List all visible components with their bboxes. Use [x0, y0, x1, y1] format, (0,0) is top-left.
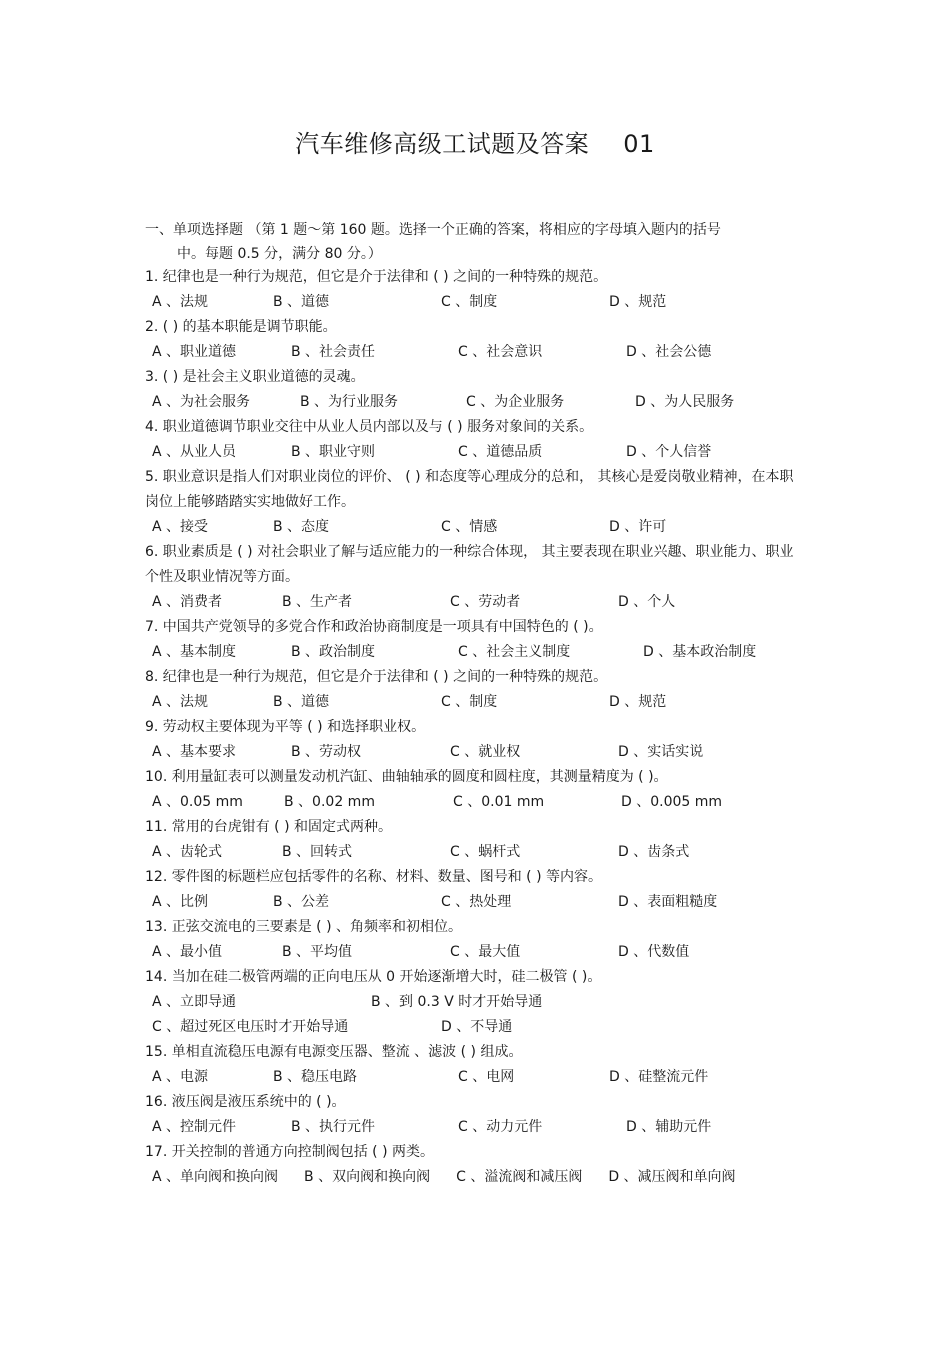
option-b: B 、公差	[273, 894, 330, 910]
option-d: D 、个人	[618, 594, 676, 610]
option-a: A 、基本制度	[152, 644, 237, 660]
option-a: A 、法规	[152, 694, 209, 710]
option-d: D 、个人信誉	[626, 444, 712, 460]
options-row	[145, 740, 805, 765]
section-header	[145, 218, 805, 266]
option-d: D 、减压阀和单向阀	[608, 1169, 736, 1185]
option-b: B 、政治制度	[291, 644, 376, 660]
option-d: D 、表面粗糙度	[618, 894, 718, 910]
option-c: C 、情感	[441, 519, 498, 535]
question: 11. 常用的台虎钳有 ( ) 和固定式两种。	[145, 819, 392, 835]
question: 1. 纪律也是一种行为规范，但它是介于法律和 ( ) 之间的一种特殊的规范。	[145, 269, 608, 285]
question: 13. 正弦交流电的三要素是 ( ) 、角频率和初相位。	[145, 919, 462, 935]
option-a: A 、立即导通	[152, 994, 237, 1010]
option-c: C 、0.01 mm	[453, 794, 545, 810]
options-row	[145, 940, 805, 965]
option-b: B 、到 0.3 V 时才开始导通	[371, 994, 543, 1010]
option-a: A 、电源	[152, 1069, 209, 1085]
option-a: A 、法规	[152, 294, 209, 310]
option-d: D 、辅助元件	[626, 1119, 712, 1135]
question: 5. 职业意识是指人们对职业岗位的评价、 ( ) 和态度等心理成分的总和， 其核心是爱岗敬业精神，在本职岗位上能够踏踏实实地做好工作。	[145, 469, 794, 510]
option-c: C 、制度	[441, 694, 498, 710]
option-d: D 、为人民服务	[635, 394, 735, 410]
option-a: A 、基本要求	[152, 744, 237, 760]
options-row	[145, 590, 805, 615]
option-d: D 、实话实说	[618, 744, 704, 760]
option-b: B 、平均值	[282, 944, 353, 960]
option-a: A 、0.05 mm	[152, 794, 243, 810]
option-d: D 、社会公德	[626, 344, 712, 360]
question: 12. 零件图的标题栏应包括零件的名称、材料、数量、图号和 ( ) 等内容。	[145, 869, 602, 885]
options-row	[145, 1165, 805, 1190]
question: 8. 纪律也是一种行为规范，但它是介于法律和 ( ) 之间的一种特殊的规范。	[145, 669, 608, 685]
option-d: D 、不导通	[441, 1019, 513, 1035]
title-number: 01	[623, 130, 655, 158]
options-row	[145, 515, 805, 540]
options-row	[145, 790, 805, 815]
options-row	[145, 1115, 805, 1140]
option-a: A 、齿轮式	[152, 844, 223, 860]
option-c: C 、道德品质	[458, 444, 543, 460]
option-b: B 、社会责任	[291, 344, 376, 360]
option-c: C 、劳动者	[450, 594, 521, 610]
option-c: C 、蜗杆式	[450, 844, 521, 860]
option-b: B 、态度	[273, 519, 330, 535]
option-c: C 、超过死区电压时才开始导通	[152, 1019, 349, 1035]
option-b: B 、稳压电路	[273, 1069, 358, 1085]
options-row	[145, 690, 805, 715]
option-b: B 、道德	[273, 294, 330, 310]
option-d: D 、规范	[609, 694, 667, 710]
option-d: D 、齿条式	[618, 844, 690, 860]
option-a: A 、为社会服务	[152, 394, 251, 410]
option-b: B 、执行元件	[291, 1119, 376, 1135]
option-c: C 、制度	[441, 294, 498, 310]
section-instructions-line2: 中。每题 0.5 分，满分 80 分。）	[177, 246, 382, 262]
option-a: A 、职业道德	[152, 344, 237, 360]
options-row	[145, 1015, 805, 1040]
options-row	[145, 890, 805, 915]
option-c: C 、为企业服务	[466, 394, 565, 410]
options-row	[145, 390, 805, 415]
option-c: C 、热处理	[441, 894, 512, 910]
option-b: B 、为行业服务	[300, 394, 399, 410]
option-a: A 、最小值	[152, 944, 223, 960]
option-d: D 、许可	[609, 519, 667, 535]
option-c: C 、动力元件	[458, 1119, 543, 1135]
option-a: A 、从业人员	[152, 444, 237, 460]
option-d: D 、基本政治制度	[643, 644, 757, 660]
option-a: A 、消费者	[152, 594, 223, 610]
options-row	[145, 340, 805, 365]
option-b: B 、双向阀和换向阀	[304, 1169, 431, 1185]
option-a: A 、比例	[152, 894, 209, 910]
option-c: C 、电网	[458, 1069, 515, 1085]
options-row	[145, 640, 805, 665]
option-b: B 、职业守则	[291, 444, 376, 460]
question: 15. 单相直流稳压电源有电源变压器、整流 、滤波 ( ) 组成。	[145, 1044, 523, 1060]
options-row	[145, 990, 805, 1015]
question-list	[145, 265, 805, 1190]
option-d: D 、硅整流元件	[609, 1069, 709, 1085]
option-b: B 、劳动权	[291, 744, 362, 760]
options-row	[145, 440, 805, 465]
option-c: C 、就业权	[450, 744, 521, 760]
question: 6. 职业素质是 ( ) 对社会职业了解与适应能力的一种综合体现， 其主要表现在职业兴趣、职业能力、职业个性及职业情况等方面。	[145, 544, 794, 585]
option-a: A 、控制元件	[152, 1119, 237, 1135]
option-a: A 、单向阀和换向阀	[152, 1169, 279, 1185]
option-d: D 、0.005 mm	[621, 794, 723, 810]
option-d: D 、代数值	[618, 944, 690, 960]
option-b: B 、生产者	[282, 594, 353, 610]
title-text: 汽车维修高级工试题及答案	[295, 130, 590, 158]
question: 7. 中国共产党领导的多党合作和政治协商制度是一项具有中国特色的 ( )。	[145, 619, 603, 635]
options-row	[145, 1065, 805, 1090]
option-b: B 、回转式	[282, 844, 353, 860]
option-b: B 、道德	[273, 694, 330, 710]
options-row	[145, 840, 805, 865]
option-c: C 、社会主义制度	[458, 644, 571, 660]
question: 9. 劳动权主要体现为平等 ( ) 和选择职业权。	[145, 719, 426, 735]
option-a: A 、接受	[152, 519, 209, 535]
page-title	[0, 124, 950, 159]
option-d: D 、规范	[609, 294, 667, 310]
section-instructions-line1: 一、单项选择题 （第 1 题～第 160 题。选择一个正确的答案，将相应的字母填入题内的括号	[145, 222, 721, 238]
option-c: C 、溢流阀和减压阀	[456, 1169, 583, 1185]
question: 17. 开关控制的普通方向控制阀包括 ( ) 两类。	[145, 1144, 434, 1160]
question: 2. ( ) 的基本职能是调节职能。	[145, 319, 337, 335]
question: 10. 利用量缸表可以测量发动机汽缸、曲轴轴承的圆度和圆柱度，其测量精度为 ( )。	[145, 769, 668, 785]
question: 3. ( ) 是社会主义职业道德的灵魂。	[145, 369, 365, 385]
option-c: C 、最大值	[450, 944, 521, 960]
question: 14. 当加在硅二极管两端的正向电压从 0 开始逐渐增大时，硅二极管 ( )。	[145, 969, 602, 985]
question: 4. 职业道德调节职业交往中从业人员内部以及与 ( ) 服务对象间的关系。	[145, 419, 594, 435]
options-row	[145, 290, 805, 315]
question: 16. 液压阀是液压系统中的 ( )。	[145, 1094, 346, 1110]
option-b: B 、0.02 mm	[284, 794, 375, 810]
option-c: C 、社会意识	[458, 344, 543, 360]
